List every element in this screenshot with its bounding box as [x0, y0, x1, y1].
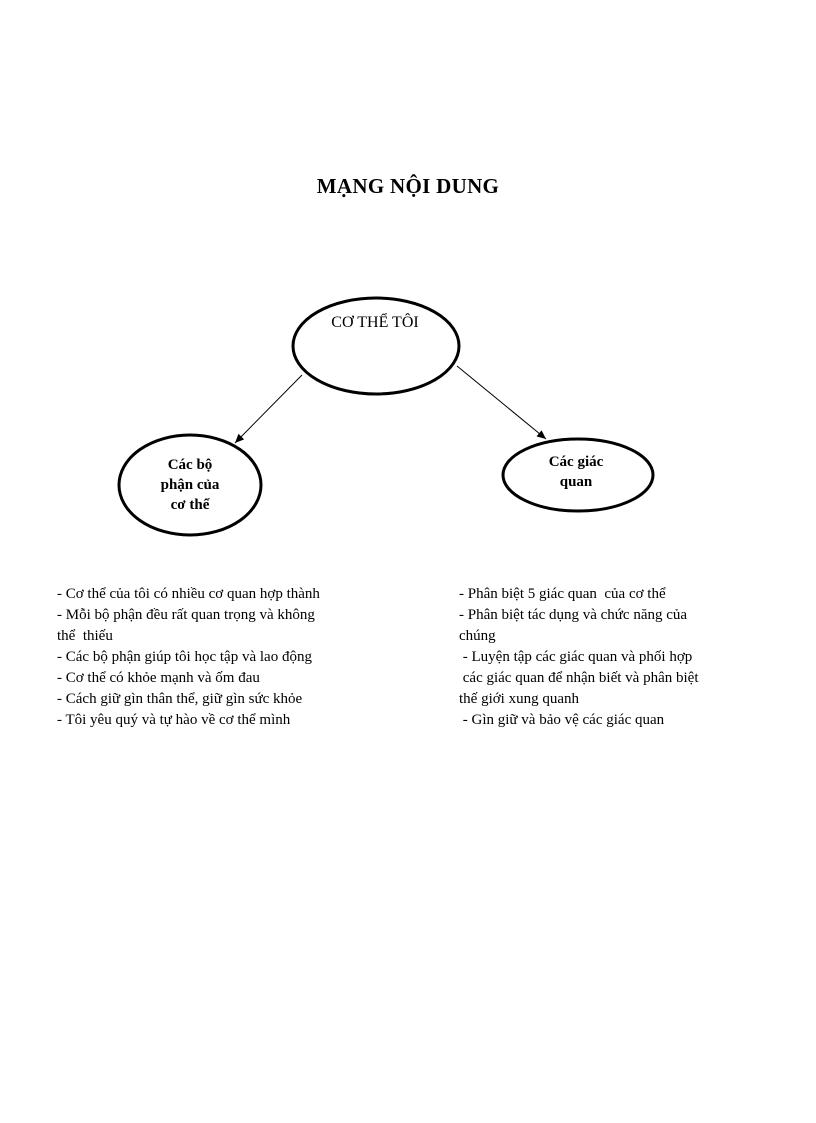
right-node-line: quan: [559, 474, 593, 490]
list-item: - Phân biệt 5 giác quan của cơ thể: [459, 586, 666, 602]
list-item: thế giới xung quanh: [459, 691, 579, 707]
right-node-label: [516, 452, 636, 492]
list-item: - Tôi yêu quý và tự hào về cơ thể mình: [57, 712, 291, 728]
arrow-to-left-node: [235, 375, 302, 443]
list-item: - Mỗi bộ phận đều rất quan trọng và không: [57, 607, 315, 623]
right-node-line: Các giác: [548, 454, 604, 470]
right-content-list: [459, 584, 759, 731]
list-item: - Cơ thể có khỏe mạnh và ốm đau: [57, 670, 260, 686]
list-item: các giác quan để nhận biết và phân biệt: [459, 670, 699, 686]
left-node-line: Các bộ: [167, 457, 213, 473]
arrow-to-right-node: [457, 366, 546, 439]
list-item: chúng: [459, 628, 496, 644]
root-node-label: CƠ THỂ TÔI: [331, 314, 419, 331]
left-node-label: [140, 455, 240, 515]
list-item: - Luyện tập các giác quan và phối hợp: [459, 649, 693, 665]
list-item: - Các bộ phận giúp tôi học tập và lao động: [57, 649, 312, 665]
list-item: - Phân biệt tác dụng và chức năng của: [459, 607, 688, 623]
left-node-line: cơ thể: [170, 497, 210, 513]
list-item: - Cơ thể của tôi có nhiều cơ quan hợp thành: [57, 586, 320, 602]
list-item: - Cách giữ gìn thân thể, giữ gìn sức khỏe: [57, 691, 303, 707]
left-node-line: phận của: [160, 477, 220, 493]
page-title: MẠNG NỘI DUNG: [316, 174, 500, 198]
list-item: thể thiếu: [57, 628, 113, 644]
left-content-list: [57, 584, 377, 731]
list-item: - Gìn giữ và bảo vệ các giác quan: [459, 712, 665, 728]
